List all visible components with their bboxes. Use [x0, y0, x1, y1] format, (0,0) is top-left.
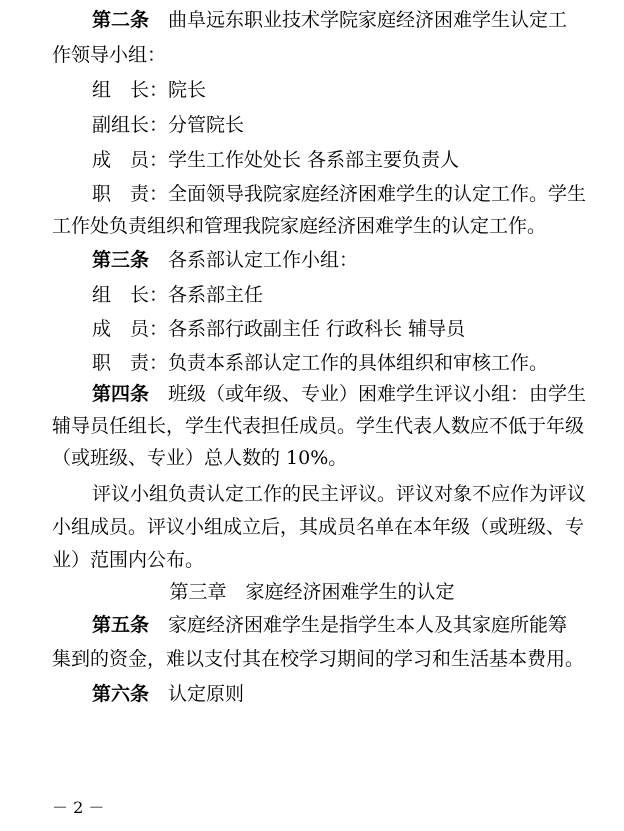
article-6-text: 认定原则: [168, 683, 245, 705]
article-3-duty: 职 责：负责本系部认定工作的具体组织和审核工作。: [92, 352, 549, 374]
article-5-text-1: 家庭经济困难学生是指学生本人及其家庭所能筹: [168, 614, 568, 636]
article-6-label: 第六条: [92, 683, 150, 705]
article-3-members: 成 员：各系部行政副主任 行政科长 辅导员: [92, 318, 466, 340]
chapter-3-heading: 第三章 家庭经济困难学生的认定: [169, 581, 455, 603]
article-5-line-2: 集到的资金，难以支付其在校学习期间的学习和生活基本费用。: [52, 648, 585, 670]
article-3-leader: 组 长：各系部主任: [92, 284, 264, 306]
article-2-label: 第二条: [92, 9, 150, 31]
article-2-text-1: 曲阜远东职业技术学院家庭经济困难学生认定工: [168, 9, 568, 31]
page-number: － 2 －: [52, 798, 105, 817]
article-6-line-1: [0, 682, 624, 706]
article-3-label: 第三条: [92, 249, 150, 271]
article-4-line-3: （或班级、专业）总人数的 10%。: [52, 447, 348, 469]
article-4-line-1: [0, 382, 624, 406]
article-2-leader: 组 长：院长: [92, 79, 207, 101]
article-4-line-5: 小组成员。评议小组成立后，其成员名单在本年级（或班级、专: [52, 516, 585, 538]
article-3-line-1: [0, 248, 624, 272]
article-4-line-4: 评议小组负责认定工作的民主评议。评议对象不应作为评议: [92, 483, 587, 505]
article-2-line-2: 作领导小组：: [52, 44, 167, 66]
article-2-duty-1: 职 责：全面领导我院家庭经济困难学生的认定工作。学生: [92, 183, 587, 205]
article-5-line-1: [0, 613, 624, 637]
article-4-text-1: 班级（或年级、专业）困难学生评议小组：由学生: [168, 383, 587, 405]
article-2-line-1: [0, 8, 624, 32]
article-4-line-2: 辅导员任组长，学生代表担任成员。学生代表人数应不低于年级: [52, 415, 585, 437]
article-4-label: 第四条: [92, 383, 150, 405]
article-4-line-6: 业）范围内公布。: [52, 549, 205, 571]
article-2-duty-2: 工作处负责组织和管理我院家庭经济困难学生的认定工作。: [52, 215, 547, 237]
article-3-title: 各系部认定工作小组：: [168, 249, 359, 271]
article-2-members: 成 员：学生工作处处长 各系部主要负责人: [92, 149, 460, 171]
article-2-deputy: 副组长：分管院长: [92, 114, 245, 136]
article-5-label: 第五条: [92, 614, 150, 636]
